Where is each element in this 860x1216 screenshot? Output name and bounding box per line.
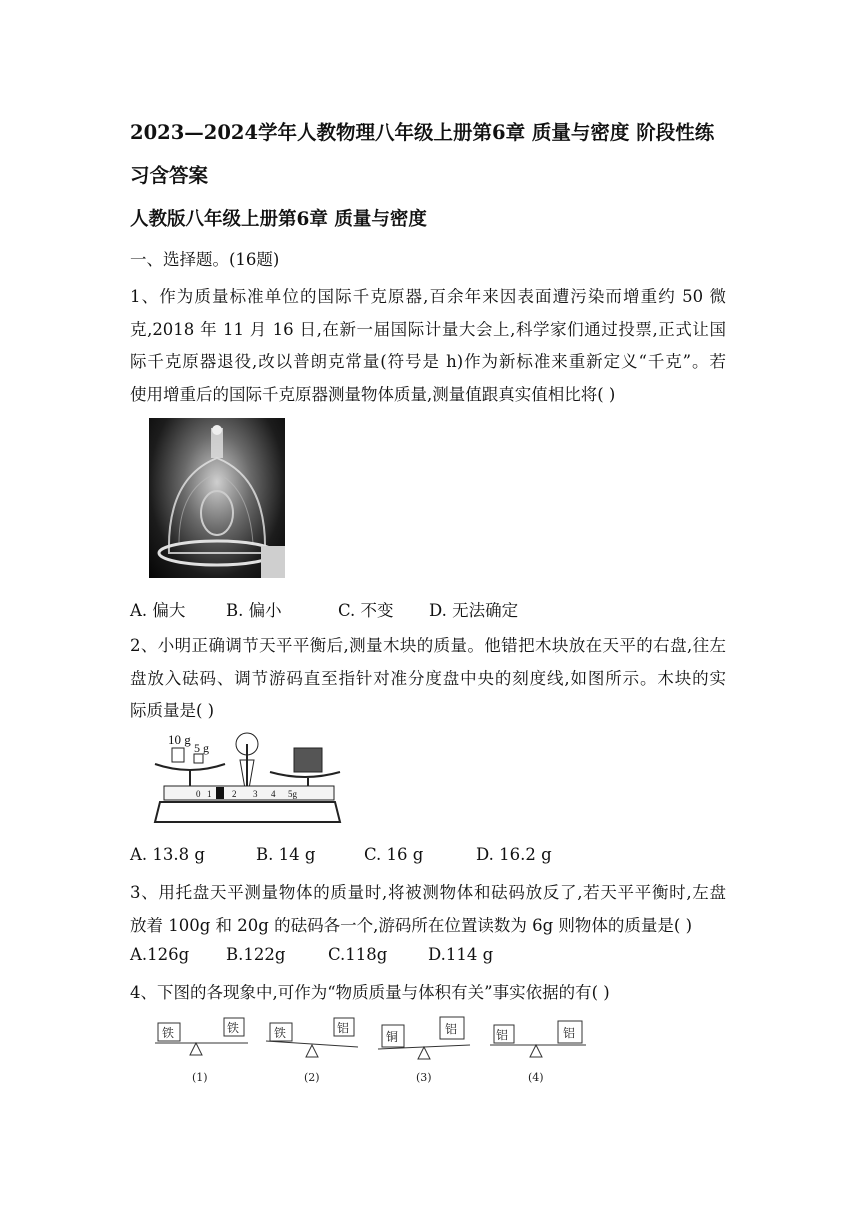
q1-option-d[interactable]: D. 无法确定 [429, 601, 519, 620]
q3-option-a[interactable]: A.126g [130, 945, 190, 964]
balance-panel-2 [266, 1018, 358, 1084]
svg-text:3: 3 [253, 789, 258, 799]
q3-line-1: 3、用托盘天平测量物体的质量时,将被测物体和砝码放反了,若天平平衡时,左盘 [130, 883, 726, 902]
svg-text:铝: 铝 [445, 1022, 458, 1036]
q2-line-1: 2、小明正确调节天平平衡后,测量木块的质量。他错把木块放在天平的右盘,往左 [130, 636, 726, 655]
q2-option-d[interactable]: D. 16.2 g [476, 845, 552, 864]
q1-line-1: 1、作为质量标准单位的国际千克原器,百余年来因表面遭污染而增重约 50 微 [130, 287, 726, 306]
svg-text:5g: 5g [288, 789, 297, 799]
svg-text:(2): (2) [304, 1071, 320, 1084]
q3-line-2: 放着 100g 和 20g 的砝码各一个,游码所在位置读数为 6g 则物体的质量是( ) [130, 916, 693, 935]
q3-option-d[interactable]: D.114 g [428, 945, 494, 964]
q1-option-c[interactable]: C. 不变 [338, 601, 394, 620]
svg-text:1: 1 [207, 789, 212, 799]
balance-comparison-figure [150, 1015, 590, 1090]
q1-line-4: 使用增重后的国际千克原器测量物体质量,测量值跟真实值相比将( ) [130, 385, 616, 404]
q3-option-c[interactable]: C.118g [328, 945, 388, 964]
q2-option-a[interactable]: A. 13.8 g [130, 845, 205, 864]
svg-text:铁: 铁 [274, 1026, 287, 1040]
svg-text:(4): (4) [528, 1071, 544, 1084]
svg-text:(1): (1) [192, 1071, 208, 1084]
q4-line: 4、下图的各现象中,可作为“物质质量与体积有关”事实依据的有( ) [130, 983, 610, 1002]
balance-panel-4 [490, 1021, 586, 1084]
svg-text:铝: 铝 [563, 1026, 576, 1040]
svg-text:铁: 铁 [227, 1021, 240, 1035]
section-heading: 一、选择题。(16题) [130, 250, 280, 269]
q3-option-b[interactable]: B.122g [226, 945, 286, 964]
document-title-line-2: 习含答案 [130, 164, 209, 187]
q3-options [130, 945, 493, 964]
kilogram-prototype-photo [149, 418, 285, 578]
q1-options [130, 597, 518, 621]
q1-line-2: 克,2018 年 11 月 16 日,在新一届国际计量大会上,科学家们通过投票,正式让国 [130, 320, 726, 339]
svg-text:0: 0 [196, 789, 201, 799]
q2-line-3: 际质量是( ) [130, 701, 215, 720]
q2-line-2: 盘放入砝码、调节游码直至指针对准分度盘中央的刻度线,如图所示。木块的实 [130, 669, 726, 688]
svg-text:铝: 铝 [337, 1021, 350, 1035]
q1-line-3: 际千克原器退役,改以普朗克常量(符号是 h)作为新标准来重新定义“千克”。若 [130, 352, 726, 371]
weight-label-10g: 10 g [168, 732, 191, 747]
balance-panel-1 [155, 1018, 248, 1084]
q2-option-b[interactable]: B. 14 g [256, 845, 316, 864]
q2-option-c[interactable]: C. 16 g [364, 845, 424, 864]
document-title-line-1: 2023—2024学年人教物理八年级上册第6章 质量与密度 阶段性练 [130, 121, 715, 144]
svg-text:2: 2 [232, 789, 237, 799]
chapter-subtitle: 人教版八年级上册第6章 质量与密度 [130, 209, 427, 230]
q1-option-a[interactable]: A. 偏大 [130, 601, 186, 620]
svg-text:铜: 铜 [386, 1030, 399, 1044]
q2-options [130, 845, 552, 864]
svg-text:铁: 铁 [162, 1026, 175, 1040]
balance-scale-figure [150, 730, 345, 825]
svg-text:铝: 铝 [496, 1028, 509, 1042]
balance-panel-3 [378, 1017, 470, 1084]
svg-text:(3): (3) [416, 1071, 432, 1084]
svg-text:4: 4 [271, 789, 276, 799]
weight-label-5g: 5 g [194, 741, 209, 755]
q1-option-b[interactable]: B. 偏小 [226, 601, 282, 620]
